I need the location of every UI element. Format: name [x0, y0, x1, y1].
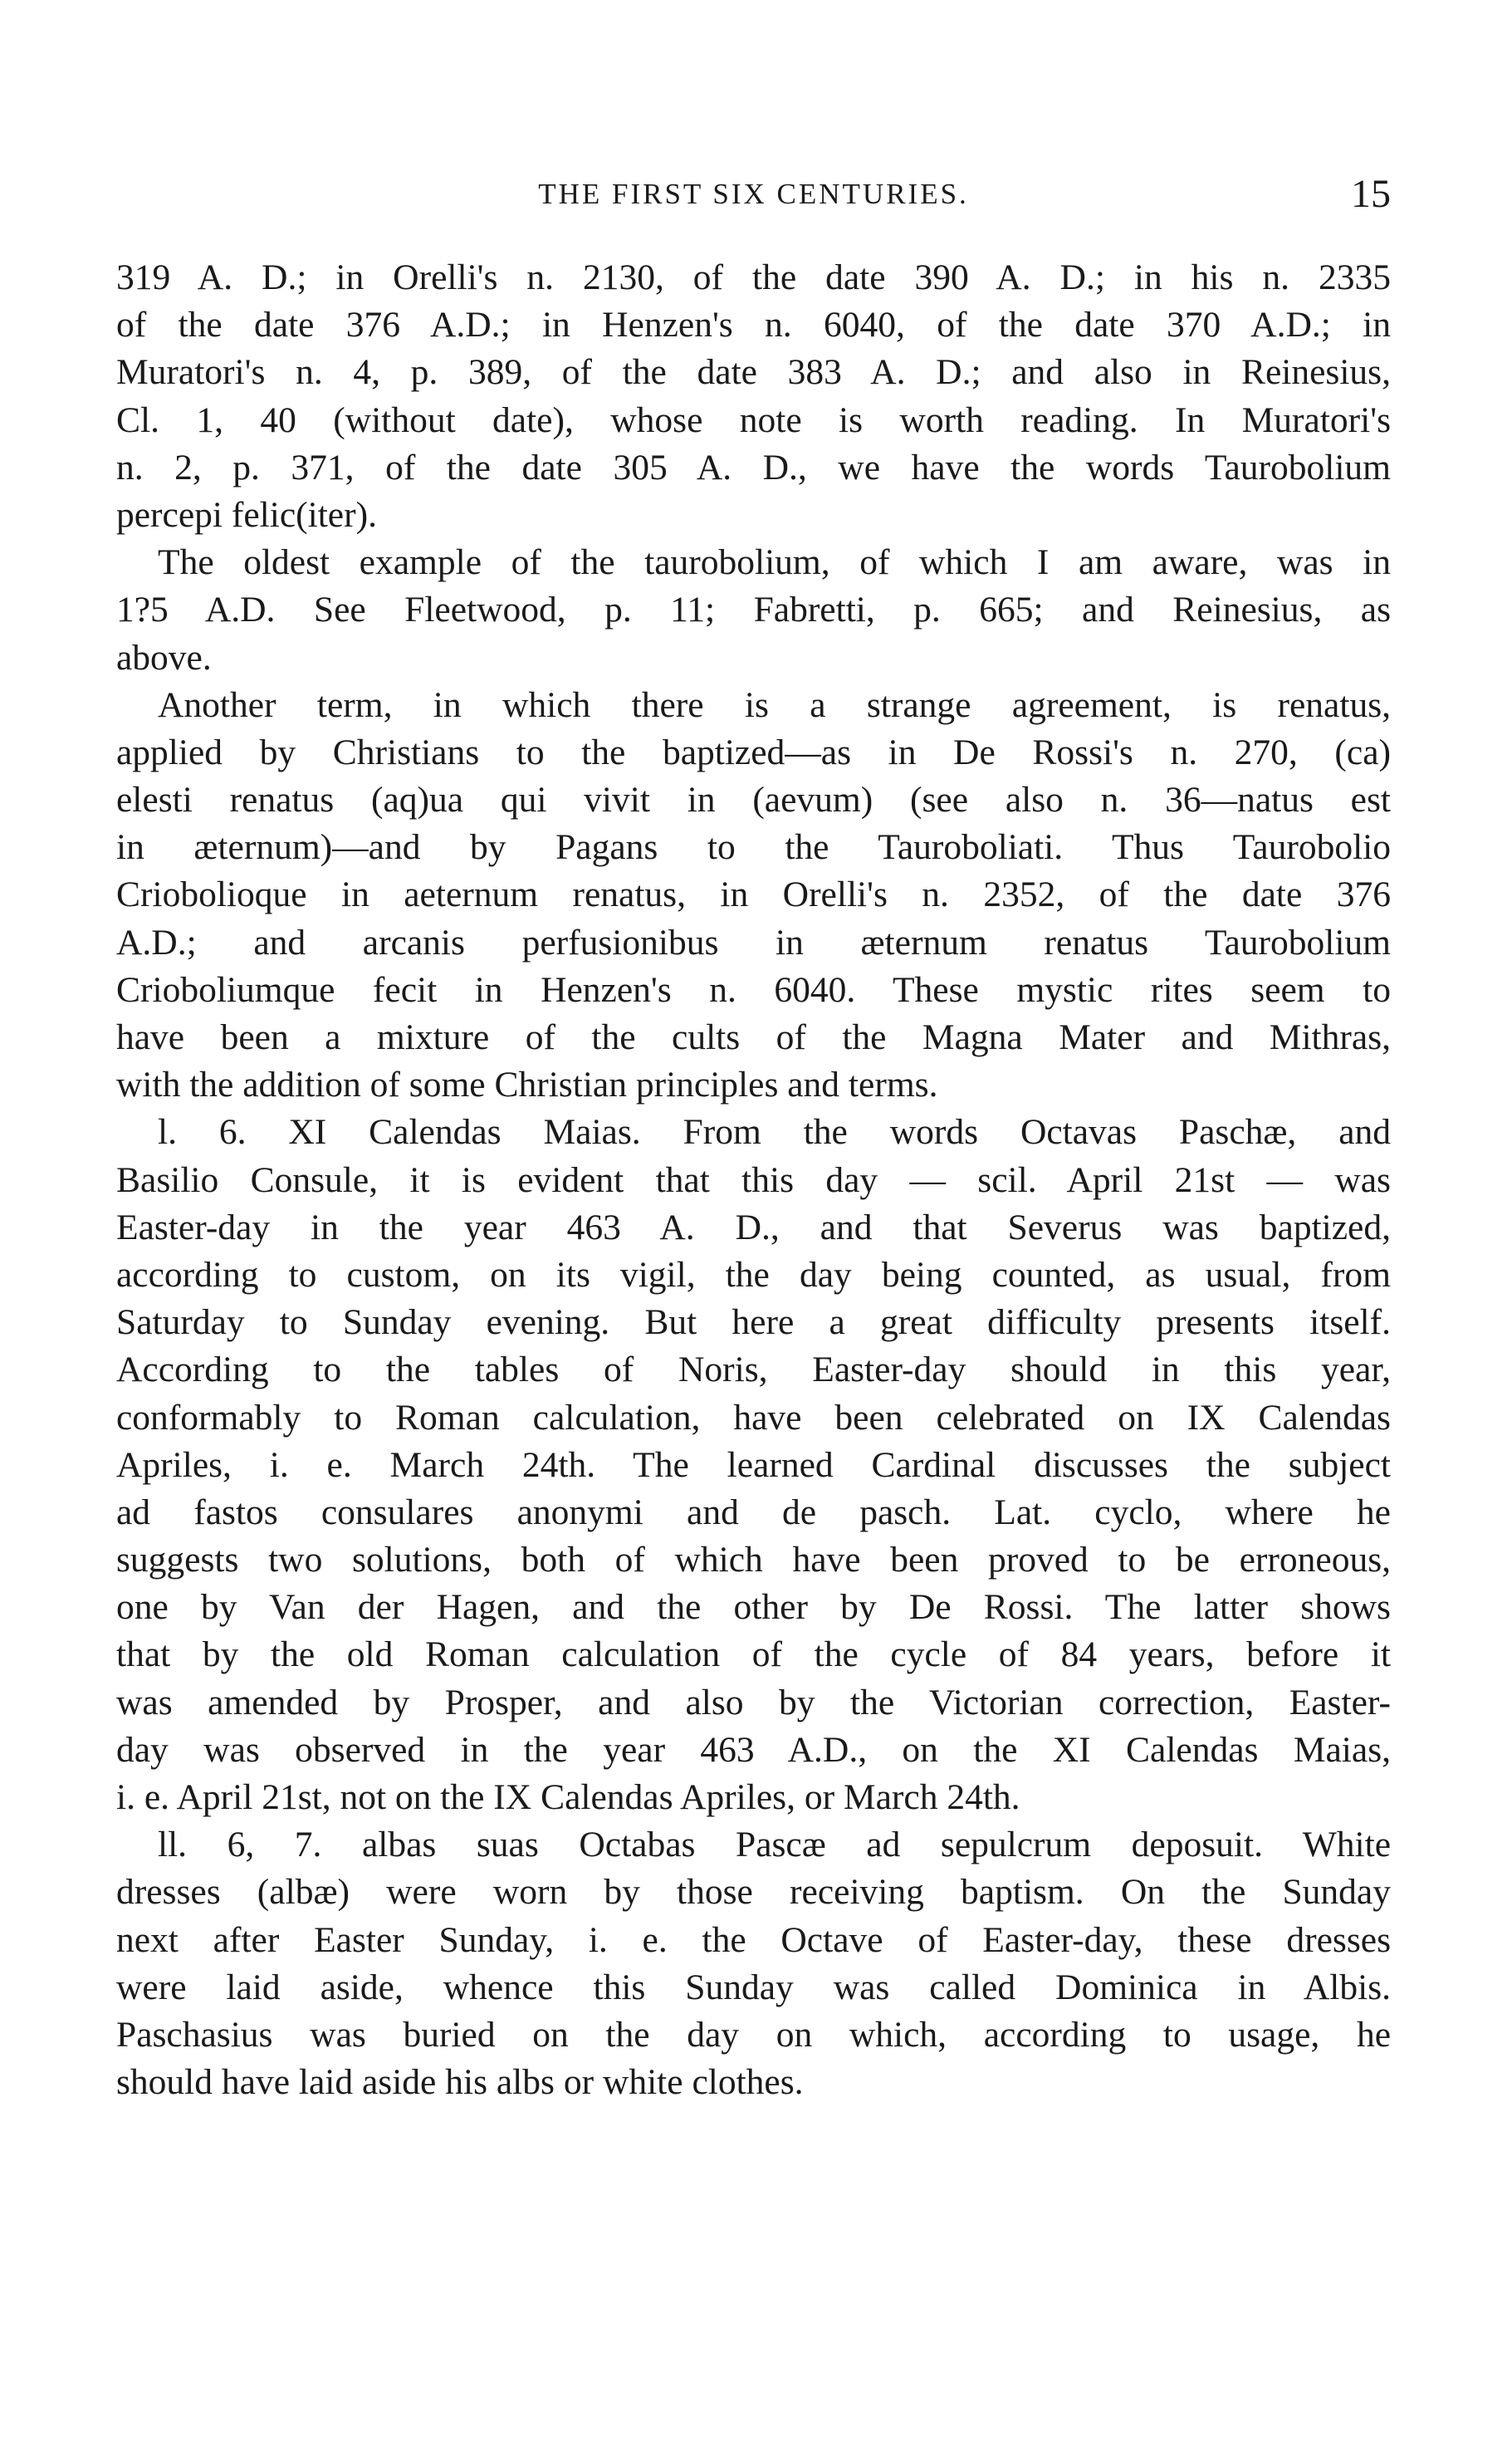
text-line: elesti renatus (aq)ua qui vivit in (aevum) (see also n. 36—natus est — [116, 780, 1391, 821]
text-line: Apriles, i. e. March 24th. The learned Cardinal discusses the subject — [116, 1444, 1391, 1485]
text-line: in æternum)—and by Pagans to the Tauroboliati. Thus Taurobolio — [116, 827, 1391, 868]
text-line: were laid aside, whence this Sunday was called Dominica in Albis. — [116, 1967, 1391, 2007]
text-line: i. e. April 21st, not on the IX Calendas Apriles, or March 24th. — [116, 1777, 1020, 1817]
text-line: According to the tables of Noris, Easter-day should in this year, — [116, 1350, 1391, 1390]
text-line: above. — [116, 637, 212, 678]
text-line: have been a mixture of the cults of the Magna Mater and Mithras, — [116, 1017, 1391, 1057]
running-title: THE FIRST SIX CENTURIES. — [538, 178, 969, 210]
text-line: Saturday to Sunday evening. But here a great difficulty presents itself. — [116, 1302, 1391, 1343]
text-line: should have laid aside his albs or white clothes. — [116, 2062, 804, 2103]
text-line: that by the old Roman calculation of the cycle of 84 years, before it — [116, 1634, 1391, 1675]
text-line: suggests two solutions, both of which have been proved to be erroneous, — [116, 1540, 1391, 1580]
text-line: dresses (albæ) were worn by those receiving baptism. On the Sunday — [116, 1872, 1391, 1913]
text-line: ad fastos consulares anonymi and de pasch. Lat. cyclo, where he — [116, 1492, 1391, 1532]
paragraph-start-line: l. 6. XI Calendas Maias. From the words Octavas Paschæ, and — [158, 1112, 1391, 1153]
page-number: 15 — [1351, 172, 1391, 216]
body-text — [116, 254, 1391, 2106]
text-line: Crioboliumque fecit in Henzen's n. 6040. These mystic rites seem to — [116, 969, 1391, 1010]
text-line: percepi felic(iter). — [116, 494, 377, 535]
text-line: A.D.; and arcanis perfusionibus in æternum renatus Taurobolium — [116, 922, 1391, 963]
paragraph-start-line: The oldest example of the taurobolium, of which I am aware, was in — [158, 542, 1391, 583]
text-line: according to custom, on its vigil, the day being counted, as usual, from — [116, 1254, 1391, 1295]
text-line: was amended by Prosper, and also by the Victorian correction, Easter- — [116, 1682, 1391, 1722]
text-line: with the addition of some Christian principles and terms. — [116, 1065, 938, 1105]
text-line: Cl. 1, 40 (without date), whose note is worth reading. In Muratori's — [116, 399, 1391, 440]
text-line: Easter-day in the year 463 A. D., and that Severus was baptized, — [116, 1207, 1391, 1247]
page-header — [116, 172, 1391, 219]
paragraph-start-line: ll. 6, 7. albas suas Octabas Pascæ ad sepulcrum deposuit. White — [158, 1825, 1391, 1865]
text-line: n. 2, p. 371, of the date 305 A. D., we have the words Taurobolium — [116, 447, 1391, 488]
text-line: day was observed in the year 463 A.D., on the XI Calendas Maias, — [116, 1729, 1391, 1770]
text-line: Muratori's n. 4, p. 389, of the date 383 A. D.; and also in Reinesius, — [116, 352, 1391, 393]
text-line: Criobolioque in aeternum renatus, in Orelli's n. 2352, of the date 376 — [116, 875, 1391, 915]
text-line: next after Easter Sunday, i. e. the Octave of Easter-day, these dresses — [116, 1919, 1391, 1960]
text-line: of the date 376 A.D.; in Henzen's n. 6040, of the date 370 A.D.; in — [116, 305, 1391, 345]
text-line: 319 A. D.; in Orelli's n. 2130, of the date 390 A. D.; in his n. 2335 — [116, 257, 1391, 297]
paragraph-start-line: Another term, in which there is a strange agreement, is renatus, — [158, 684, 1391, 725]
text-line: Basilio Consule, it is evident that this day — scil. April 21st — was — [116, 1159, 1391, 1200]
text-line: applied by Christians to the baptized—as in De Rossi's n. 270, (ca) — [116, 732, 1391, 772]
text-line: Paschasius was buried on the day on which, according to usage, he — [116, 2014, 1391, 2055]
text-line: 1?5 A.D. See Fleetwood, p. 11; Fabretti, p. 665; and Reinesius, as — [116, 590, 1391, 630]
text-line: one by Van der Hagen, and the other by De Rossi. The latter shows — [116, 1587, 1391, 1628]
text-line: conformably to Roman calculation, have been celebrated on IX Calendas — [116, 1397, 1391, 1438]
